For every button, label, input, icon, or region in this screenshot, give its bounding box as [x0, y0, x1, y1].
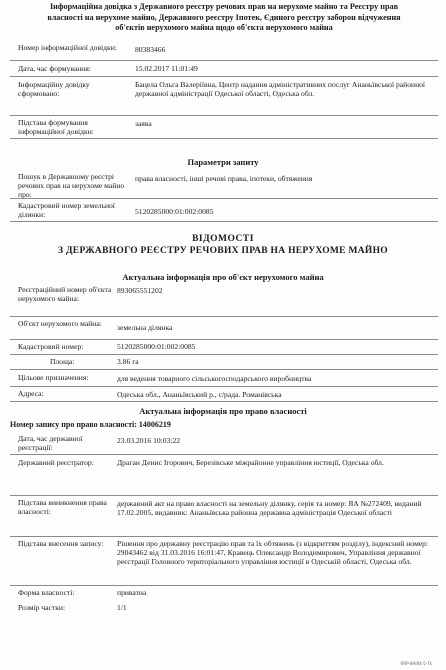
info-value: заява — [135, 119, 152, 128]
object-row-type — [10, 317, 438, 340]
params-value: права власності, інші речові права, іпотеки, обтяження — [135, 174, 313, 183]
object-value: 893065551202 — [117, 286, 163, 295]
object-row-cadastral — [10, 340, 438, 355]
object-section-heading: Актуальна інформація про об'єкт нерухомого майна — [122, 272, 324, 282]
ownership-label: Форма власності: — [18, 588, 75, 597]
object-label: Об'єкт нерухомого майна: — [18, 319, 102, 328]
object-label: Кадастровий номер: — [18, 342, 84, 351]
info-value: 15.02.2017 11:01:49 — [135, 64, 198, 73]
object-value: Одеська обл., Ананьївський р., с/рада. Романівська — [117, 390, 282, 399]
info-label: Інформаційну довідку сформовано: — [18, 80, 90, 98]
vidomosti-subheading: З ДЕРЖАВНОГО РЕЄСТРУ РЕЧОВИХ ПРАВ НА НЕРУХОМЕ МАЙНО — [57, 246, 388, 256]
ownership-value: державний акт на право власності на земельну ділянку, серія та номер: ЯА №272409, виданий 17.02.2005, видавник: Ананьївська районна державна адміністрація Одеської області — [117, 499, 422, 517]
info-label: Підстава формування інформаційної довідки: — [18, 118, 94, 136]
info-row-formed-by — [10, 77, 438, 116]
object-label: Реєстраційний номер об'єкта нерухомого майна: — [18, 285, 112, 303]
info-row-datetime — [10, 61, 438, 77]
ownership-record-number: Номер запису про право власності: 14006219 — [10, 420, 171, 429]
object-value: 3.86 га — [117, 357, 139, 366]
ownership-row-registrar — [10, 455, 438, 496]
info-label: Дата, час формування: — [18, 64, 91, 73]
object-label: Цільове призначення: — [18, 373, 89, 382]
document-title: Інформаційна довідка з Державного реєстру речових прав на нерухоме майно та Реєстру прав власності на нерухоме майно, Державного реєстру Іпотек, Єдиного реєстру заборон відчуження об'єктів нерухомого майна щодо об'єкта нерухомого майна — [47, 2, 401, 32]
info-row-basis — [10, 116, 438, 139]
object-row-address — [10, 387, 438, 402]
ownership-value: приватна — [117, 588, 147, 597]
ownership-label: Підстава виникнення права власності: — [18, 498, 107, 516]
ownership-value: 23.03.2016 10:03:22 — [117, 436, 181, 445]
ownership-row-form — [10, 586, 438, 600]
ownership-label: Розмір частки: — [18, 603, 66, 612]
object-value: для ведення товарного сільськогосподарського виробництва — [117, 374, 312, 383]
ownership-row-entry-basis — [10, 537, 438, 586]
params-row-search — [10, 170, 438, 199]
object-row-purpose — [10, 370, 438, 387]
object-value: земельна ділянка — [117, 323, 173, 332]
object-label: Площа: — [50, 357, 75, 366]
ownership-row-basis — [10, 496, 438, 537]
object-row-regnum — [10, 284, 438, 317]
info-value: 80383466 — [135, 45, 166, 54]
params-label: Кадастровий номер земельної ділянки: — [18, 201, 115, 219]
info-label: Номер інформаційної довідки: — [18, 43, 117, 52]
ownership-section-heading: Актуальна інформація про право власності — [139, 406, 307, 416]
ownership-label: Підстава внесення запису: — [18, 539, 104, 548]
params-label: Пошук в Державному реєстрі речових прав на нерухоме майно про: — [18, 172, 125, 199]
params-value: 5120285000:01:002:0085 — [135, 207, 214, 216]
ownership-value: Драган Денис Ігорович, Березівське міжрайонне управління юстиції, Одеська обл. — [117, 458, 384, 467]
object-label: Адреса: — [18, 389, 44, 398]
vidomosti-heading: ВІДОМОСТІ — [192, 234, 254, 244]
ownership-label: Державний реєстратор: — [18, 458, 94, 467]
params-row-cadastral — [10, 199, 438, 222]
object-value: 5120285000:01:002:0085 — [117, 342, 196, 351]
ownership-value: 1/1 — [117, 603, 127, 612]
ownership-row-share — [10, 601, 438, 615]
info-row-number — [10, 41, 438, 61]
ownership-row-date — [10, 432, 438, 455]
params-heading: Параметри запиту — [187, 157, 259, 167]
ownership-value: Рішення про державну реєстрацію прав та їх обтяжень (з відкриттям розділу), індексний номер: 29043462 від 31.03.2016 16:01:47, Кравець Олександр Володимирович, Управління державної реєстрації Головного територіального управління юстиції в Одеській області, Одеська обл. — [117, 539, 429, 566]
footer-tag: RRP-6HI64-5-7k — [400, 661, 432, 666]
info-value: Бацела Ольга Валеріївна, Центр надання адміністративних послуг Ананьївської районної державної адміністрації Одеської області, Одеська обл. — [135, 80, 426, 98]
object-row-area — [10, 355, 438, 370]
ownership-label: Дата, час державної реєстрації: — [18, 434, 83, 452]
